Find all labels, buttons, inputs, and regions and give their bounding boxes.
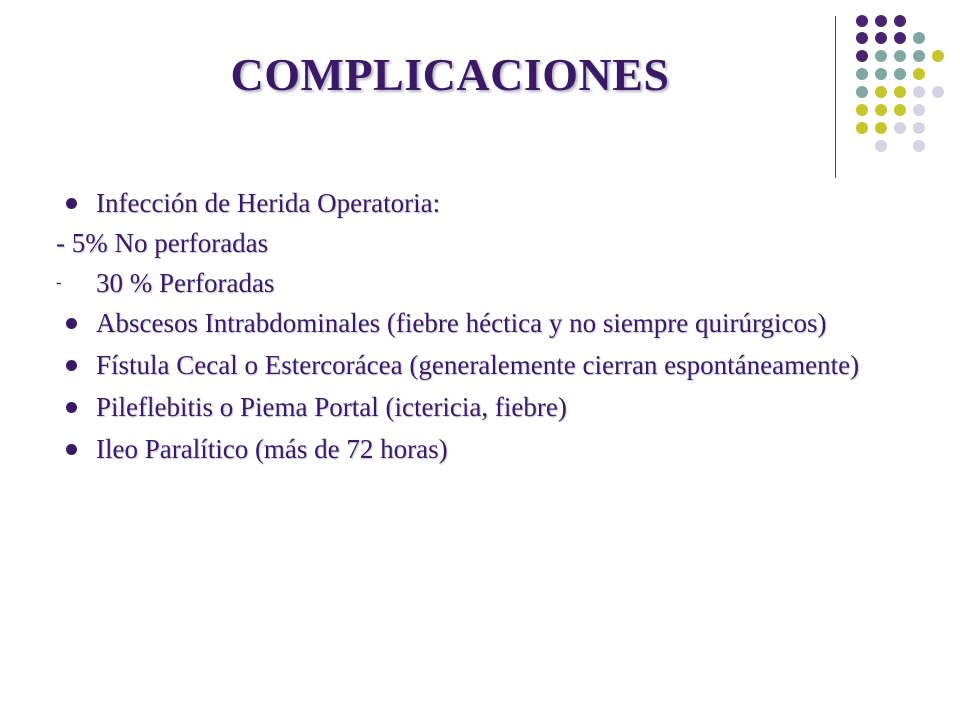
dot [913, 50, 925, 62]
list-item [56, 188, 876, 218]
dot [913, 32, 925, 44]
bullet-icon [66, 318, 77, 329]
list-item-text: Ileo Paralítico (más de 72 horas) [96, 434, 448, 464]
list-item-text: Pileflebitis o Piema Portal (ictericia, fiebre) [96, 392, 567, 422]
dot [894, 86, 906, 98]
dot [913, 140, 925, 152]
dot [875, 15, 887, 27]
content-list [56, 188, 876, 464]
list-item-text: Fístula Cecal o Estercorácea (generalemente cierran espontáneamente) [96, 350, 860, 380]
list-item [56, 392, 876, 422]
bullet-icon [66, 198, 77, 209]
dash-marker: - [56, 274, 62, 291]
bullet-icon [66, 360, 77, 371]
bullet-icon [66, 444, 77, 455]
dot [875, 32, 887, 44]
dot [894, 104, 906, 116]
dot [913, 122, 925, 134]
list-item-text: 30 % Perforadas [96, 268, 275, 298]
dot [875, 104, 887, 116]
dot [875, 122, 887, 134]
dot [894, 50, 906, 62]
dot [856, 50, 868, 62]
dot [875, 50, 887, 62]
dot [856, 122, 868, 134]
dot [875, 140, 887, 152]
bullet-icon [66, 402, 77, 413]
dot [856, 104, 868, 116]
dot [894, 15, 906, 27]
dot [913, 68, 925, 80]
dot [894, 122, 906, 134]
dot [875, 86, 887, 98]
dot [856, 32, 868, 44]
decorative-divider-line [835, 16, 836, 178]
dot [894, 32, 906, 44]
slide-title: COMPLICACIONES [230, 49, 670, 100]
dot [894, 68, 906, 80]
list-item [56, 350, 876, 380]
dot [932, 86, 944, 98]
list-item-text: - 5% No perforadas [56, 228, 269, 258]
dot [856, 68, 868, 80]
list-item [56, 434, 876, 464]
dot [875, 68, 887, 80]
dot [856, 15, 868, 27]
dot [913, 104, 925, 116]
list-item [56, 308, 876, 338]
list-item-text: Abscesos Intrabdominales (fiebre héctica y no siempre quirúrgicos) [96, 308, 827, 338]
dot [856, 86, 868, 98]
list-item [56, 228, 876, 258]
list-item [56, 268, 876, 298]
dot [932, 50, 944, 62]
list-item-text: Infección de Herida Operatoria: [96, 188, 441, 218]
dot [913, 86, 925, 98]
